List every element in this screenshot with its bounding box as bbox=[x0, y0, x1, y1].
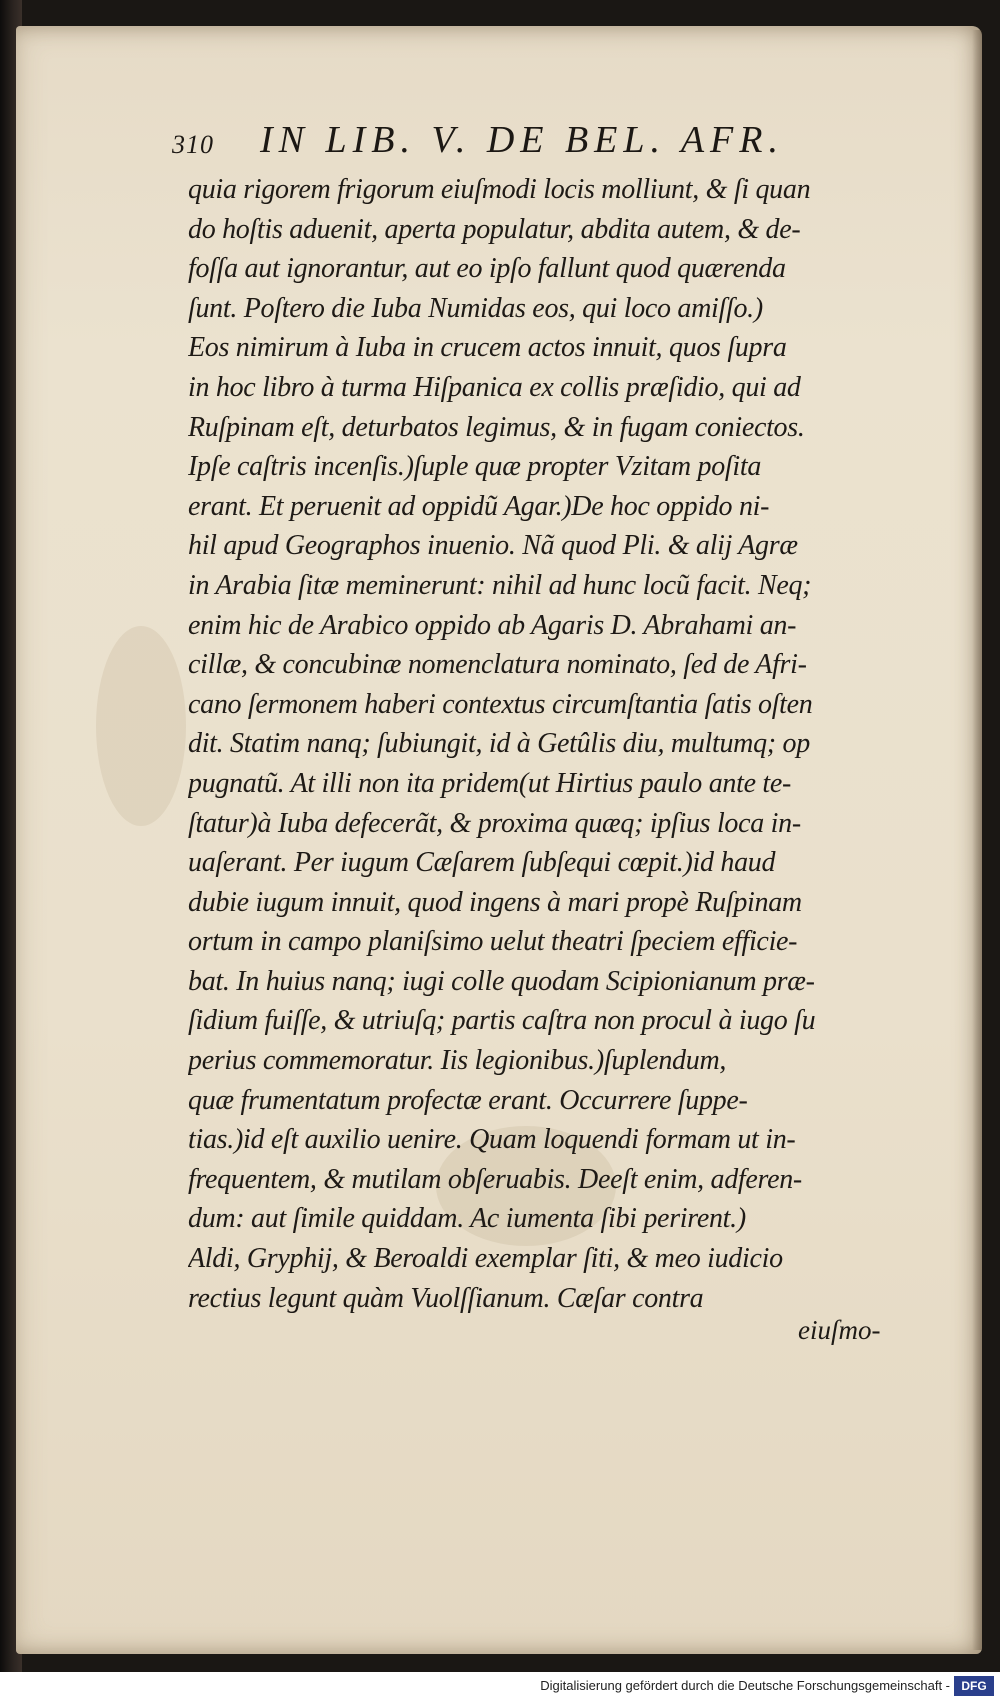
text-line: quæ frumentatum profectæ erant. Occurrere ſuppe- bbox=[188, 1084, 748, 1116]
page-number: 310 bbox=[172, 130, 214, 159]
text-line: frequentem, & mutilam obſeruabis. Deeſt enim, adferen- bbox=[188, 1163, 802, 1195]
text-line: dit. Statim nanq; ſubiungit, id à Getûlis diu, multumq; op bbox=[188, 728, 810, 760]
text-line: tias.)id eſt auxilio uenire. Quam loquendi formam ut in- bbox=[188, 1124, 796, 1156]
text-line: do hoſtis aduenit, aperta populatur, abdita autem, & de- bbox=[188, 213, 801, 245]
paper-stain bbox=[96, 626, 186, 826]
page-edge-shadow bbox=[972, 30, 982, 1650]
text-line: cillæ, & concubinæ nomenclatura nominato, ſed de Afri- bbox=[188, 649, 807, 681]
text-line: dum: aut ſimile quiddam. Ac iumenta ſibi perirent.) bbox=[188, 1203, 746, 1235]
text-line: quia rigorem frigorum eiuſmodi locis molliunt, & ſi quan bbox=[188, 174, 811, 205]
text-line: cano ſermonem haberi contextus circumſtantia ſatis oſten bbox=[188, 688, 813, 720]
text-line: ſidium fuiſſe, & utriuſq; partis caſtra non procul à iugo ſu bbox=[188, 1005, 816, 1037]
text-line: Eos nimirum à Iuba in crucem actos innuit, quos ſupra bbox=[188, 332, 787, 364]
text-line: uaſerant. Per iugum Cæſarem ſubſequi cœpit.)id haud bbox=[188, 847, 776, 879]
page-header bbox=[150, 118, 850, 162]
text-line: bat. In huius nanq; iugi colle quodam Scipionianum præ- bbox=[188, 965, 815, 997]
text-line: in hoc libro à turma Hiſpanica ex collis præſidio, qui ad bbox=[188, 371, 801, 403]
text-line: foſſa aut ignorantur, aut eo ipſo fallunt quod quærenda bbox=[188, 253, 786, 285]
text-line: pugnatũ. At illi non ita pridem(ut Hirtius paulo ante te- bbox=[188, 767, 792, 799]
text-line: perius commemoratur. Iis legionibus.)ſuplendum, bbox=[188, 1045, 727, 1077]
digitization-credit: Digitalisierung gefördert durch die Deutsche Forschungsgemeinschaft - bbox=[540, 1678, 950, 1693]
text-line: Ipſe caſtris incenſis.)ſuple quæ propter Vzitam poſita bbox=[188, 451, 762, 483]
catchword: eiuſmo- bbox=[798, 1315, 881, 1345]
text-line: Ruſpinam eſt, deturbatos legimus, & in fugam coniectos. bbox=[188, 411, 805, 443]
text-line: hil apud Geographos inuenio. Nã quod Pli. & alij Agræ bbox=[188, 530, 798, 562]
text-line: erant. Et peruenit ad oppidũ Agar.)De hoc oppido ni- bbox=[188, 490, 770, 522]
text-line: ortum in campo planiſsimo uelut theatri ſpeciem efficie- bbox=[188, 926, 798, 958]
text-line: ſunt. Poſtero die Iuba Numidas eos, qui loco amiſſo.) bbox=[188, 292, 763, 324]
body-text bbox=[188, 170, 888, 1318]
text-line: in Arabia ſitæ meminerunt: nihil ad hunc locũ facit. Neq; bbox=[188, 569, 812, 601]
running-head: IN LIB. V. DE BEL. AFR. bbox=[260, 119, 784, 161]
text-line: rectius legunt quàm Vuolſſianum. Cæſar contra bbox=[188, 1282, 704, 1314]
text-line: Aldi, Gryphij, & Beroaldi exemplar ſiti, & meo iudicio bbox=[188, 1243, 783, 1275]
text-line: ſtatur)à Iuba defecerãt, & proxima quæq; ipſius loca in- bbox=[188, 807, 801, 839]
text-line: dubie iugum innuit, quod ingens à mari propè Ruſpinam bbox=[188, 886, 802, 918]
text-line: enim hic de Arabico oppido ab Agaris D. Abrahami an- bbox=[188, 609, 797, 641]
dfg-logo: DFG bbox=[954, 1676, 994, 1696]
